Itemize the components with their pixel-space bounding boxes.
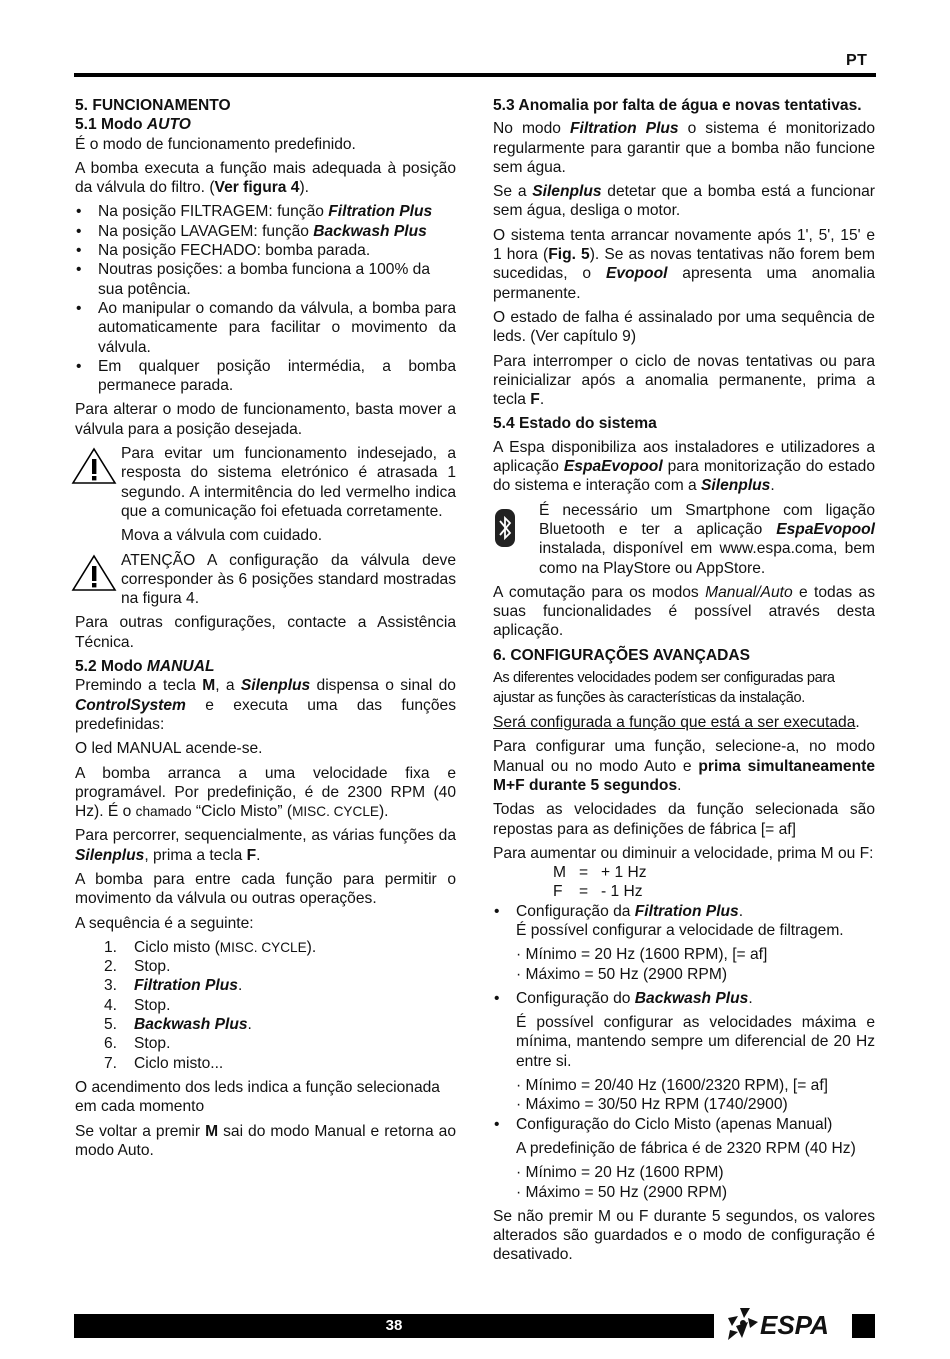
list-item: 1. Ciclo misto (MISC. CYCLE). bbox=[104, 938, 317, 956]
list-item: • Na posição LAVAGEM: função Backwash Plus bbox=[75, 222, 456, 241]
left-column bbox=[75, 96, 456, 1165]
bluetooth-text: É necessário um Smartphone com ligação Bluetooth e ter a aplicação EspaEvopool instalada, disponível em www.espa.coma, bem como na PlayStore ou AppStore. bbox=[539, 501, 875, 577]
section-6-title: 6. CONFIGURAÇÕES AVANÇADAS bbox=[493, 646, 751, 664]
paragraph: Para percorrer, sequencialmente, as várias funções da Silenplus, prima a tecla F. bbox=[75, 827, 456, 864]
warning-text: ATENÇÃO A configuração da válvula deve corresponder às 6 posições standard mostradas na figura 4. bbox=[121, 551, 456, 608]
speed-adjust-formula bbox=[493, 863, 875, 902]
paragraph: Para aumentar ou diminuir a velocidade, prima M ou F: bbox=[493, 844, 874, 862]
warning-text: Para evitar um funcionamento indesejado, a resposta do sistema eletrónico é atrasada 1 segundo. A intermitência do led vermelho indica que a comunicação foi efetuada corretamente. bbox=[121, 445, 456, 520]
paragraph: Se a Silenplus detetar que a bomba está a funcionar sem água, desliga o motor. bbox=[493, 183, 875, 220]
paragraph: As diferentes velocidades podem ser configuradas para ajustar as funções às características da instalação. bbox=[493, 670, 835, 706]
section-5-4-title: 5.4 Estado do sistema bbox=[493, 415, 657, 433]
espa-logo-text: ESPA bbox=[760, 1310, 829, 1340]
paragraph: É o modo de funcionamento predefinido. bbox=[75, 135, 356, 153]
formula-row: M = + 1 Hz bbox=[553, 864, 647, 882]
language-code: PT bbox=[846, 52, 868, 69]
list-item: • Na posição FILTRAGEM: função Filtration Plus bbox=[75, 202, 456, 221]
list-item: 6. Stop. bbox=[104, 1035, 171, 1053]
footer-bar bbox=[74, 1314, 714, 1338]
list-item: 3. Filtration Plus. bbox=[104, 977, 243, 995]
section-5-2-title: 5.2 Modo MANUAL bbox=[75, 658, 215, 676]
bullet-list bbox=[75, 202, 456, 395]
list-item: • Ao manipular o comando da válvula, a bomba para automaticamente para facilitar o movimento da válvula. bbox=[75, 299, 456, 357]
paragraph: A bomba para entre cada função para permitir o movimento da válvula ou outras operações. bbox=[75, 870, 456, 908]
warning-icon bbox=[71, 553, 117, 593]
paragraph: Será configurada a função que está a ser executada. bbox=[493, 714, 860, 732]
list-item: • Configuração do Backwash Plus. É possível configurar as velocidades máxima e mínima, mantendo sempre um diferencial de 20 Hz entre si. · Mínimo = 20/40 Hz (1600/2320 RPM), [= af] · Máximo = 30/50 Hz RPM (1740/2900) bbox=[493, 989, 875, 1115]
paragraph: Premindo a tecla M, a Silenplus dispensa o sinal do ControlSystem e executa uma das funções predefinidas: bbox=[75, 677, 456, 733]
warning-icon bbox=[71, 446, 117, 486]
paragraph: O sistema tenta arrancar novamente após 1', 5', 15' e 1 hora (Fig. 5). Se as novas tentativas não forem bem sucedidas, o Evopool apresenta uma anomalia permanente. bbox=[493, 226, 875, 302]
bluetooth-note bbox=[493, 501, 875, 578]
config-list bbox=[493, 902, 875, 1202]
warning-text: Mova a válvula com cuidado. bbox=[121, 527, 323, 545]
list-item: • Na posição FECHADO: bomba parada. bbox=[75, 241, 456, 260]
paragraph: Para alterar o modo de funcionamento, basta mover a válvula para a posição desejada. bbox=[75, 401, 456, 438]
list-item: 2. Stop. bbox=[104, 958, 171, 976]
list-item: • Em qualquer posição intermédia, a bomba permanece parada. bbox=[75, 357, 456, 396]
list-item: 7. Ciclo misto... bbox=[104, 1054, 224, 1072]
sequence-list bbox=[75, 938, 456, 1073]
section-5-3-title: 5.3 Anomalia por falta de água e novas tentativas. bbox=[493, 97, 862, 114]
paragraph: A bomba executa a função mais adequada à posição da válvula do filtro. (Ver figura 4). bbox=[75, 159, 456, 197]
paragraph: No modo Filtration Plus o sistema é monitorizado regularmente para garantir que a bomba não funcione sem água. bbox=[493, 120, 875, 176]
paragraph: Para configurar uma função, selecione-a, no modo Manual ou no modo Auto e prima simultaneamente M+F durante 5 segundos. bbox=[493, 738, 875, 794]
list-item: 4. Stop. bbox=[104, 996, 171, 1014]
paragraph: A Espa disponibiliza aos instaladores e utilizadores a aplicação EspaEvopool para monitorização do estado do sistema e interação com a Silenplus. bbox=[493, 438, 876, 495]
paragraph: Todas as velocidades da função selecionada são repostas para as definições de fábrica [= af] bbox=[493, 801, 875, 838]
espa-logo bbox=[722, 1304, 846, 1344]
espa-logo-mark bbox=[728, 1308, 758, 1340]
formula-row: F = - 1 Hz bbox=[553, 883, 643, 901]
section-5-1-title: 5.1 Modo AUTO bbox=[75, 116, 191, 134]
paragraph: O estado de falha é assinalado por uma sequência de leds. (Ver capítulo 9) bbox=[493, 308, 875, 346]
page-number: 38 bbox=[385, 1317, 403, 1334]
paragraph: A comutação para os modos Manual/Auto e todas as suas funcionalidades é possível através desta aplicação. bbox=[493, 583, 875, 640]
warning-note bbox=[75, 551, 456, 609]
warning-note bbox=[75, 444, 456, 545]
list-item: • Configuração do Ciclo Misto (apenas Manual) A predefinição de fábrica é de 2320 RPM (40 Hz) · Mínimo = 20 Hz (1600 RPM) · Máximo = 50 Hz (2900 RPM) bbox=[493, 1115, 875, 1202]
paragraph: Se voltar a premir M sai do modo Manual e retorna ao modo Auto. bbox=[75, 1122, 456, 1159]
paragraph: A bomba arranca a uma velocidade fixa e programável. Por predefinição, é de 2300 RPM (40 Hz). É o chamado “Ciclo Misto” (MISC. CYCLE). bbox=[75, 764, 456, 821]
right-column bbox=[493, 96, 875, 1270]
paragraph: O led MANUAL acende-se. bbox=[75, 740, 263, 758]
paragraph: A sequência é a seguinte: bbox=[75, 914, 254, 932]
paragraph: Para interromper o ciclo de novas tentativas ou para reinicializar após a anomalia permanente, prima a tecla F. bbox=[493, 352, 875, 409]
section-5-title: 5. FUNCIONAMENTO bbox=[75, 97, 231, 114]
paragraph: Para outras configurações, contacte a Assistência Técnica. bbox=[75, 614, 456, 651]
bluetooth-icon bbox=[495, 509, 515, 547]
list-item: 5. Backwash Plus. bbox=[104, 1016, 252, 1034]
paragraph: Se não premir M ou F durante 5 segundos, os valores alterados são guardados e o modo de configuração é desativado. bbox=[493, 1207, 875, 1264]
list-item: • Configuração da Filtration Plus. É possível configurar a velocidade de filtragem. · Mínimo = 20 Hz (1600 RPM), [= af] · Máximo = 50 Hz (2900 RPM) bbox=[493, 902, 875, 984]
footer-block bbox=[852, 1314, 875, 1338]
paragraph: O acendimento dos leds indica a função selecionada em cada momento bbox=[75, 1078, 440, 1116]
list-item: • Noutras posições: a bomba funciona a 100% da sua potência. bbox=[75, 260, 456, 299]
header-rule bbox=[74, 73, 876, 77]
